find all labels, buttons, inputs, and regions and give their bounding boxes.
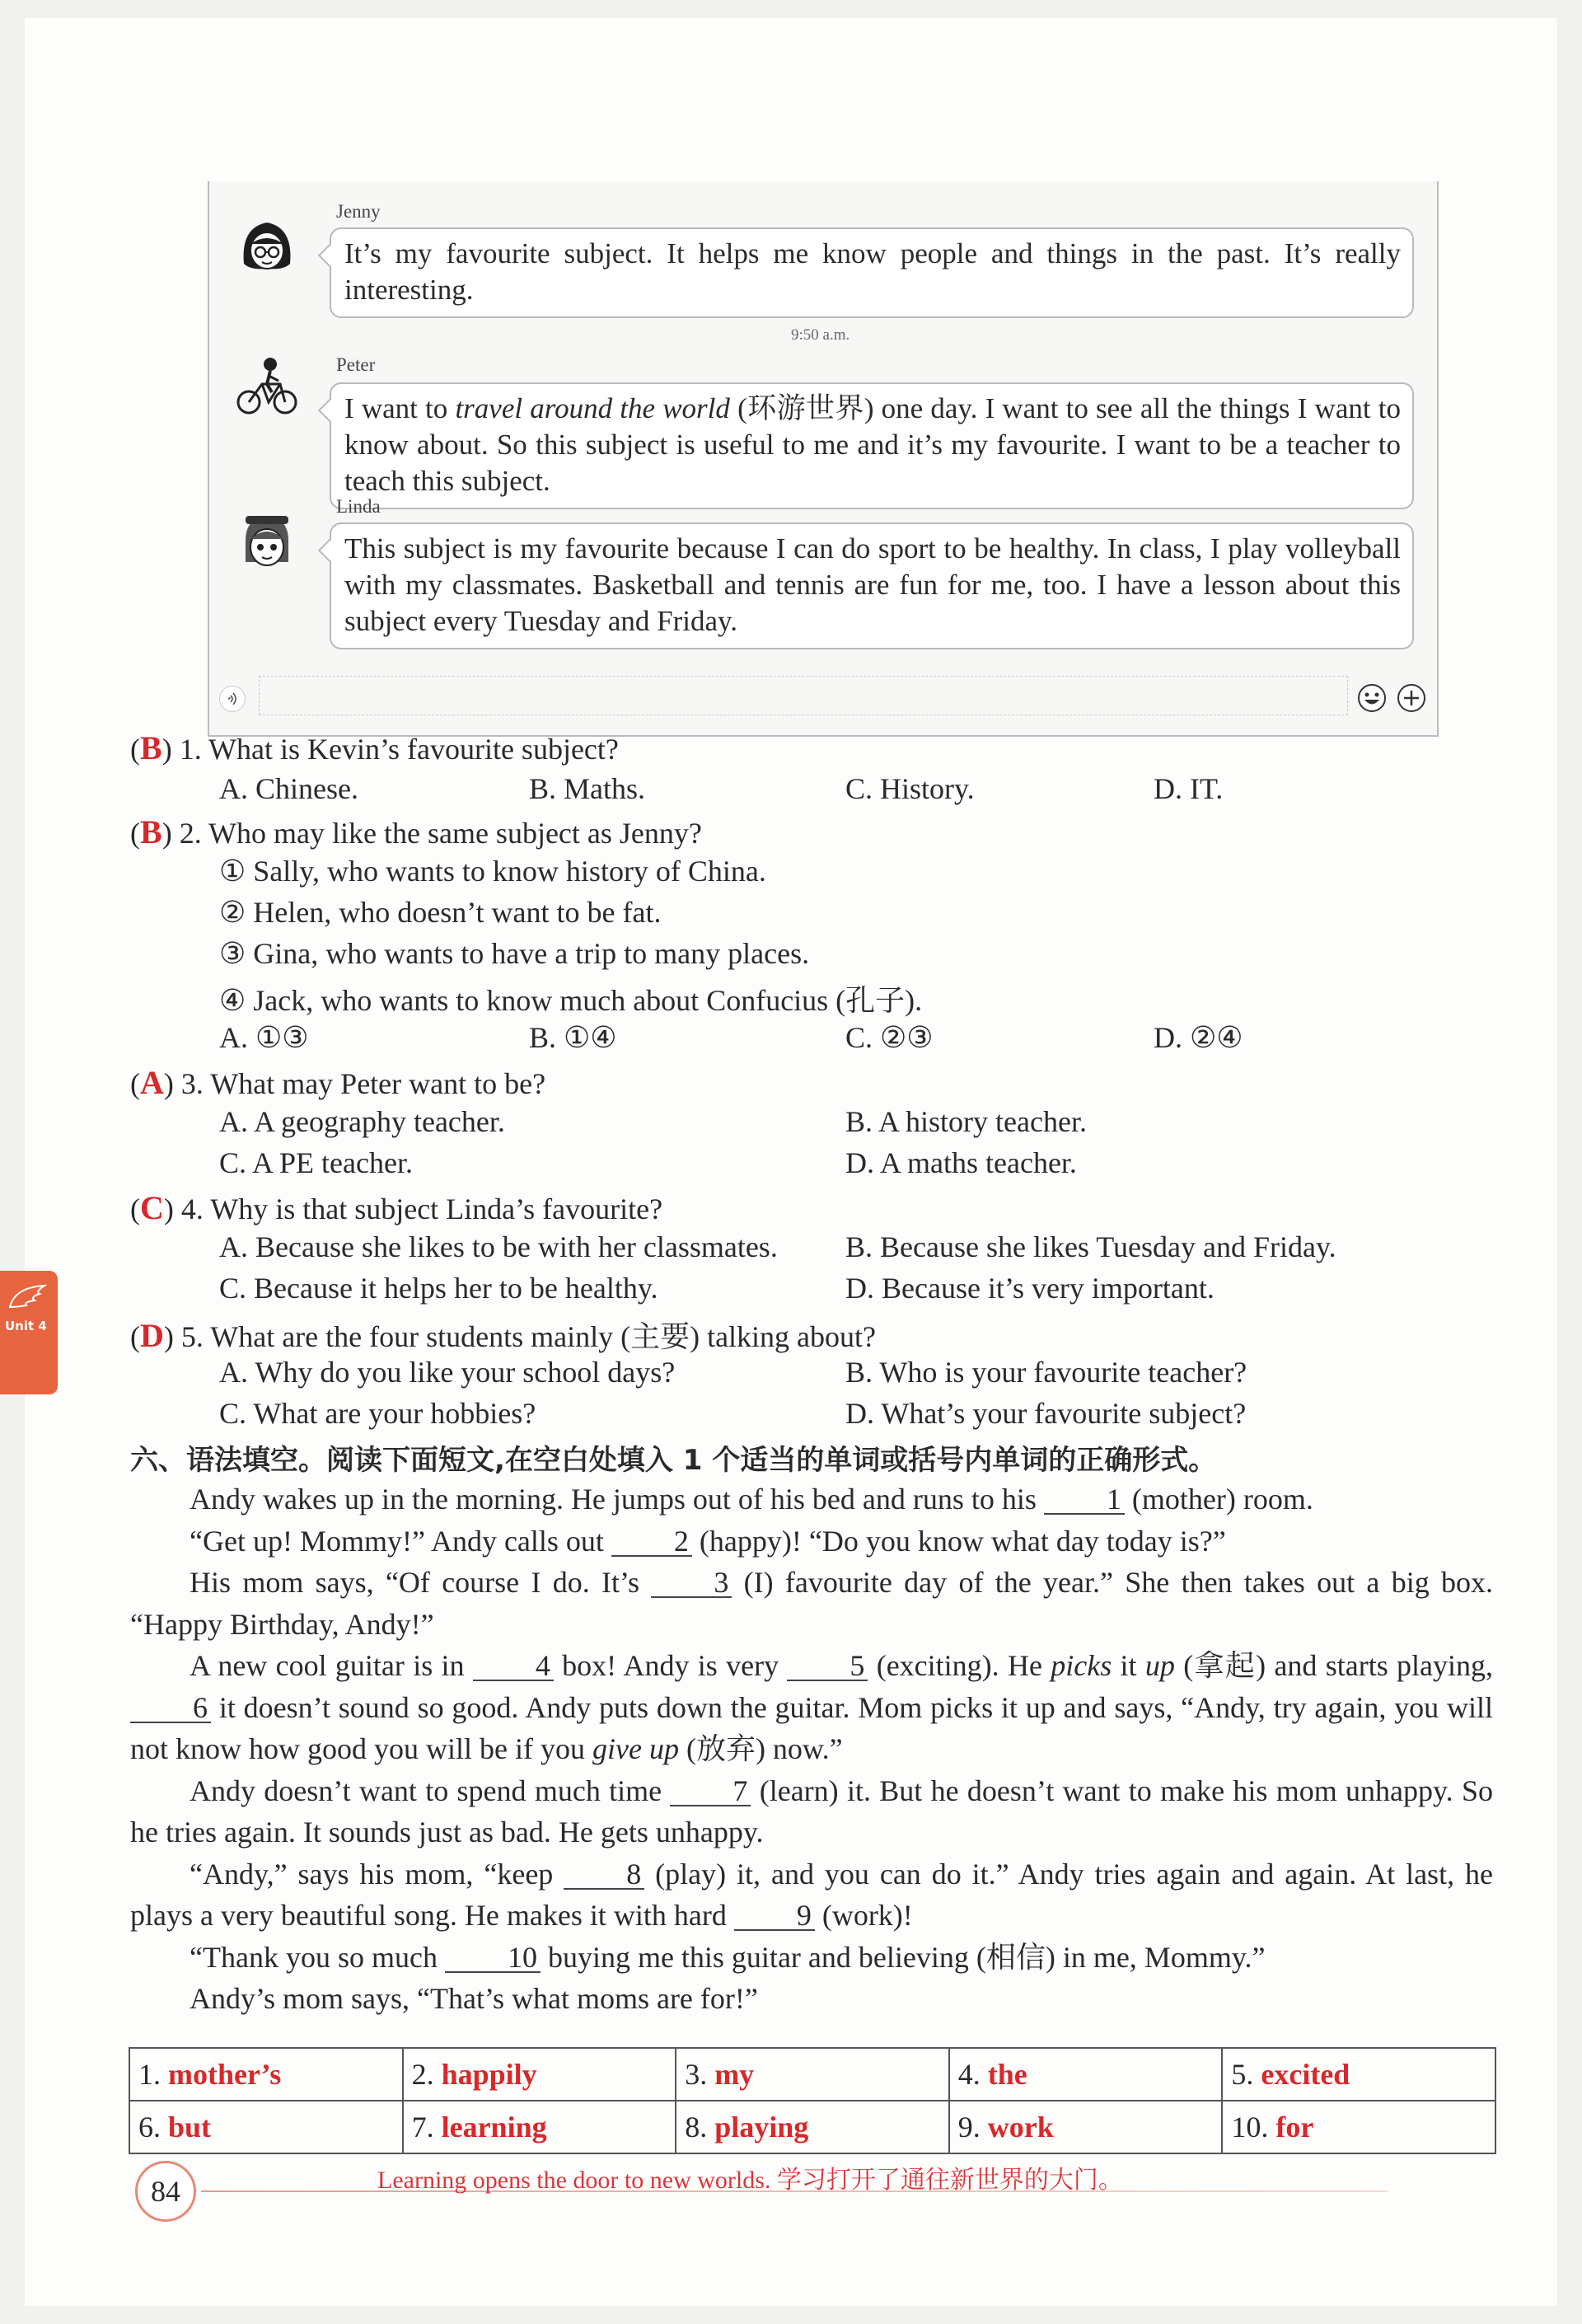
question-4: (C) 4. Why is that subject Linda’s favourite? [130, 1189, 663, 1226]
answer-cell: 4. the [949, 2048, 1223, 2101]
option: C. A PE teacher. [219, 1146, 413, 1179]
passage-paragraph: Andy doesn’t want to spend much time 7 (learn) it. But he doesn’t want to make his mom unhappy. So he tries again. It sounds just as bad. He gets unhappy. [130, 1773, 1493, 1848]
cloze-passage [130, 1478, 1493, 2020]
option: D. ②④ [1154, 1021, 1243, 1054]
option: C. History. [845, 772, 975, 805]
question-3: (A) 3. What may Peter want to be? [130, 1064, 546, 1101]
answer-cell: 9. work [949, 2101, 1223, 2153]
option: A. ①③ [219, 1021, 309, 1054]
answer-cell: 3. my [676, 2048, 949, 2101]
answer-cell: 7. learning [403, 2101, 676, 2153]
message-bubble: It’s my favourite subject. It helps me know people and things in the past. It’s really interesting. [330, 227, 1414, 318]
voice-icon[interactable] [219, 686, 246, 712]
emoji-icon[interactable] [1356, 682, 1388, 714]
option: B. A history teacher. [845, 1105, 1087, 1138]
answer-cell: 5. excited [1222, 2048, 1495, 2101]
option: A. Because she likes to be with her classmates. [219, 1230, 778, 1263]
statement-item: ③ Gina, who wants to have a trip to many places. [219, 937, 810, 970]
statement-item: ① Sally, who wants to know history of China. [219, 855, 766, 888]
option: A. Why do you like your school days? [219, 1356, 676, 1389]
unit-side-tab [0, 1271, 58, 1394]
option: B. Maths. [529, 772, 646, 805]
section-6-title: 六、语法填空。阅读下面短文,在空白处填入 1 个适当的单词或括号内单词的正确形式。 [130, 1444, 1217, 1477]
message-bubble: This subject is my favourite because I can do sport to be healthy. In class, I play volleyball with my classmates. Basketball and tennis are fun for me, too. I have a lesson about this subject every Tuesday and Friday. [330, 522, 1414, 649]
option: A. Chinese. [219, 772, 358, 805]
sender-name: Linda [336, 496, 381, 517]
wing-icon [7, 1282, 48, 1312]
option: B. Who is your favourite teacher? [845, 1356, 1247, 1389]
statement-item: ④ Jack, who wants to know much about Confucius (孔子). [219, 984, 923, 1017]
question-5: (D) 5. What are the four students mainly (主要) talking about? [130, 1317, 877, 1354]
table-row [129, 2048, 1495, 2101]
passage-paragraph: His mom says, “Of course I do. It’s 3 (I) favourite day of the year.” She then takes out a big box. “Happy Birthday, Andy!” [130, 1566, 1494, 1641]
option: B. Because she likes Tuesday and Friday. [845, 1230, 1336, 1263]
passage-paragraph: “Andy,” says his mom, “keep 8 (play) it, and you can do it.” Andy tries again and again. At last, he plays a very beautiful song. He makes it with hard 9 (work)! [130, 1857, 1493, 1932]
answer-cell: 6. but [129, 2101, 403, 2153]
option: D. What’s your favourite subject? [845, 1397, 1247, 1430]
jenny-avatar-icon [234, 214, 300, 280]
message-timestamp: 9:50 a.m. [791, 326, 850, 344]
sender-name: Jenny [336, 201, 381, 222]
chat-input[interactable] [259, 676, 1348, 715]
option: C. ②③ [845, 1021, 934, 1054]
answer-cell: 10. for [1222, 2101, 1495, 2153]
option: D. Because it’s very important. [845, 1272, 1215, 1305]
option: C. What are your hobbies? [219, 1397, 536, 1430]
footer-motto: Learning opens the door to new worlds. 学习打开了通往新世界的大门。 [377, 2167, 1123, 2194]
answer-cell: 8. playing [676, 2101, 949, 2153]
question-2: (B) 2. Who may like the same subject as Jenny? [130, 813, 702, 850]
page [25, 18, 1557, 2306]
passage-paragraph: Andy’s mom says, “That’s what moms are for!” [190, 1982, 758, 2015]
chat-panel [208, 181, 1439, 737]
sender-name: Peter [336, 354, 376, 375]
plus-icon[interactable] [1396, 682, 1427, 714]
passage-paragraph: Andy wakes up in the morning. He jumps out of his bed and runs to his 1 (mother) room. [190, 1483, 1313, 1516]
table-row [129, 2101, 1495, 2153]
option: B. ①④ [529, 1021, 617, 1054]
passage-paragraph: A new cool guitar is in 4 box! Andy is very 5 (exciting). He picks it up (拿起) and starts playing, 6 it doesn’t sound so good. Andy puts down the guitar. Mom picks it up and says, “Andy, try again, you will not know how good you will be if you give up (放弃) now.” [130, 1649, 1493, 1765]
option: D. IT. [1154, 772, 1224, 805]
option: C. Because it helps her to be healthy. [219, 1272, 658, 1305]
option: D. A maths teacher. [845, 1146, 1077, 1179]
linda-avatar-icon [234, 511, 300, 577]
peter-cycling-avatar-icon [234, 353, 300, 419]
page-number: 84 [135, 2161, 196, 2222]
answer-cell: 1. mother’s [129, 2048, 403, 2101]
answer-table [129, 2047, 1496, 2154]
answer-cell: 2. happily [403, 2048, 676, 2101]
unit-label: Unit 4 [5, 1319, 47, 1333]
passage-paragraph: “Thank you so much 10 buying me this guitar and believing (相信) in me, Mommy.” [190, 1940, 1266, 1974]
question-1: (B) 1. What is Kevin’s favourite subject? [130, 729, 619, 766]
statement-item: ② Helen, who doesn’t want to be fat. [219, 896, 662, 929]
option: A. A geography teacher. [219, 1105, 505, 1138]
passage-paragraph: “Get up! Mommy!” Andy calls out 2 (happy)! “Do you know what day today is?” [190, 1524, 1226, 1558]
message-bubble: I want to travel around the world (环游世界) one day. I want to see all the things I want to know about. So this subject is useful to me and it’s my favourite. I want to be a teacher to teach this subject. [330, 382, 1414, 509]
